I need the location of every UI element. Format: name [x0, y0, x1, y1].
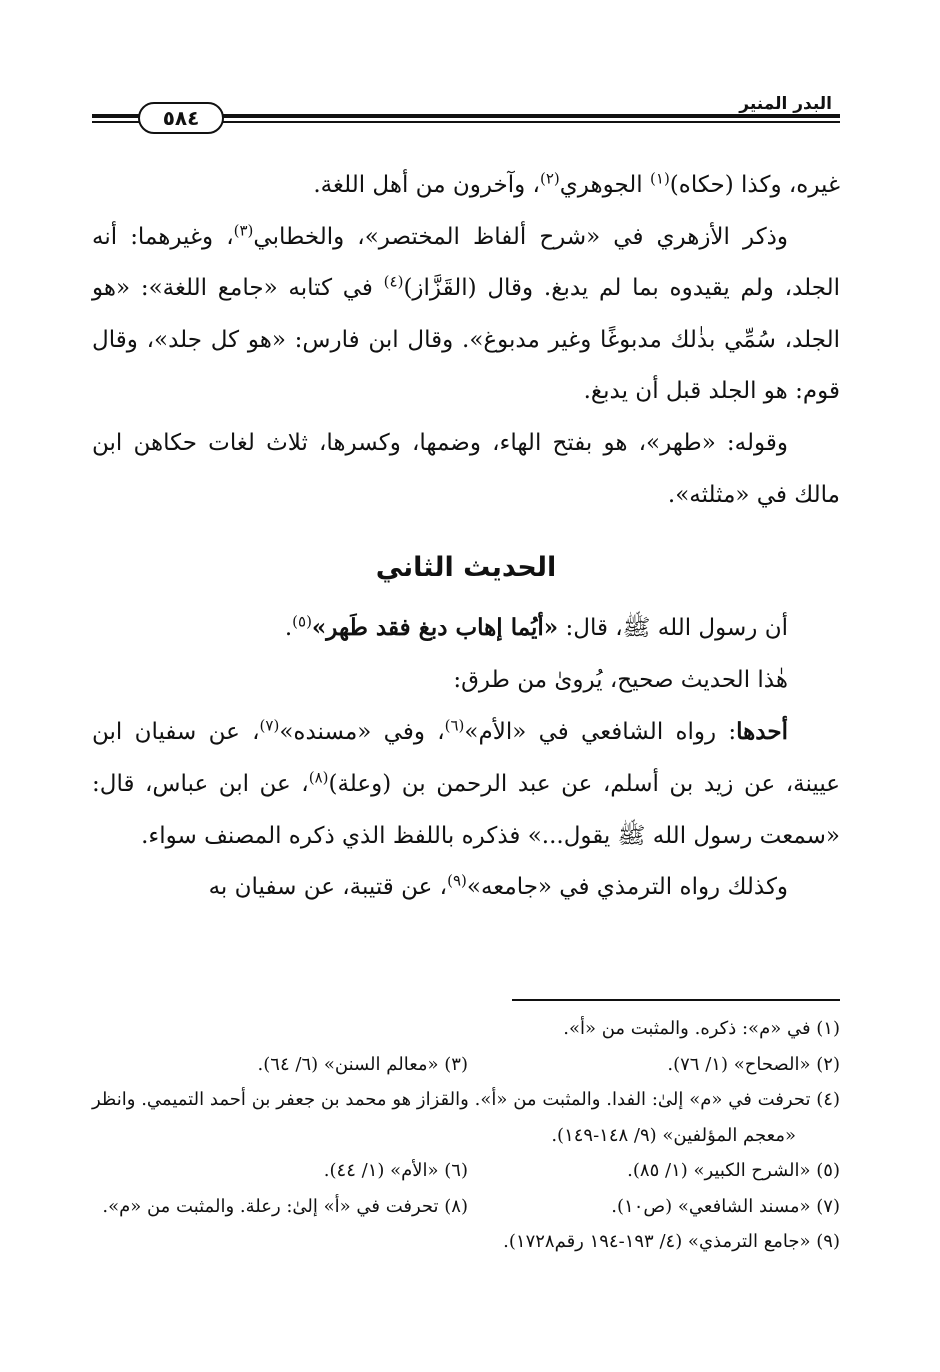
- hadith-text: «أيُما إهاب دبغ فقد طَهر»: [311, 614, 559, 642]
- paragraph-hadith: [92, 602, 840, 655]
- footnote-1: (١) في «م»: ذكره. والمثبت من «أ».: [563, 1018, 840, 1039]
- footnote-ref-5: (٥): [292, 612, 312, 631]
- footnote-ref-7: (٧): [259, 716, 280, 735]
- text: .: [284, 615, 293, 642]
- text: الجوهري: [559, 172, 651, 198]
- footnote-4: (٤) تحرفت في «م» إلىٰ: الفدا. والمثبت من «أ». والقزاز هو محمد بن جعفر بن أحمد التميمي. وانظر «معجم المؤلفين» (٩/ ١٤٨-١٤٩).: [92, 1089, 840, 1146]
- page-number: ٥٨٤: [138, 102, 224, 134]
- paragraph-6: [92, 706, 840, 862]
- lead-word: أحدها: [736, 718, 788, 746]
- footnote-row: [92, 1153, 840, 1189]
- footnote-ref-1: (١): [650, 169, 670, 188]
- text: غيره، وكذا (حكاه): [669, 172, 840, 198]
- footnote-7: (٧) «مسند الشافعي» (ص١٠).: [611, 1195, 840, 1217]
- text: ، عن قتيبة، عن سفيان به: [208, 874, 448, 901]
- footnote-8: (٨) تحرفت في «أ» إلىٰ: رعلة. والمثبت من «م».: [102, 1195, 468, 1217]
- footnote-ref-8: (٨): [308, 768, 329, 787]
- footnote-ref-4: (٤): [383, 272, 404, 291]
- text: ، عن ابن عباس، قال: «سمعت رسول الله ﷺ يقول...» فذكره باللفظ الذي ذكره المصنف سواء.: [92, 770, 840, 849]
- footnote-9: (٩) «جامع الترمذي» (٤/ ١٩٣-١٩٤ رقم١٧٢٨).: [503, 1231, 840, 1252]
- footnote-row: [92, 1189, 840, 1225]
- footnote-ref-3: (٣): [233, 220, 254, 239]
- footnote-ref-9: (٩): [447, 871, 467, 890]
- text: في كتابه «جامع اللغة»: «هو الجلد، سُمِّي بذٰلك مدبوغًا وغير مدبوغ». وقال ابن فارس: «هو كل جلد»، وقال قوم: هو الجلد قبل أن يدبغ.: [92, 275, 840, 405]
- page-header: [92, 88, 840, 148]
- footnote-ref-6: (٦): [444, 716, 465, 735]
- footnotes: [92, 1011, 840, 1260]
- paragraph-5: هٰذا الحديث صحيح، يُروىٰ من طرق:: [453, 666, 788, 693]
- paragraph-1: [92, 160, 840, 212]
- text: وذكر الأزهري في «شرح ألفاظ المختصر»، والخطابي: [253, 223, 788, 250]
- text: ، وآخرون من أهل اللغة.: [313, 172, 540, 198]
- text: ، وفي «مسنده»: [279, 719, 445, 746]
- paragraph-7: [92, 862, 840, 914]
- text: ، وغيرهما: أنه الجلد، ولم يقيدوه بما لم يدبغ. وقال (القَزَّاز): [92, 223, 840, 302]
- paragraph-2: [92, 212, 840, 418]
- footnote-separator: [512, 999, 840, 1001]
- footnote-ref-2: (٢): [539, 169, 560, 188]
- footnote-5: (٥) «الشرح الكبير» (١/ ٨٥).: [627, 1160, 840, 1181]
- running-title: البدر المنير: [739, 94, 832, 114]
- paragraph-3: وقوله: «طهر»، هو بفتح الهاء، وضمها، وكسرها، ثلاث لغات حكاهن ابن مالك في «مثلثه».: [92, 429, 840, 508]
- footnote-row: [92, 1047, 840, 1083]
- text: وكذلك رواه الترمذي في «جامعه»: [466, 874, 788, 901]
- text: أن رسول الله ﷺ، قال:: [558, 615, 788, 642]
- footnote-6: (٦) «الأم» (١/ ٤٤).: [323, 1160, 468, 1181]
- main-text: [92, 160, 840, 914]
- footnote-2: (٢) «الصحاح» (١/ ٧٦).: [667, 1053, 840, 1075]
- footnote-3: (٣) «معالم السنن» (٦/ ٦٤).: [257, 1053, 468, 1075]
- section-heading: الحديث الثاني: [375, 552, 557, 584]
- text: ، عن سفيان ابن عيينة، عن زيد بن أسلم، عن عبد الرحمن بن (وعلة): [92, 719, 840, 797]
- text: : رواه الشافعي في «الأم»: [464, 719, 737, 746]
